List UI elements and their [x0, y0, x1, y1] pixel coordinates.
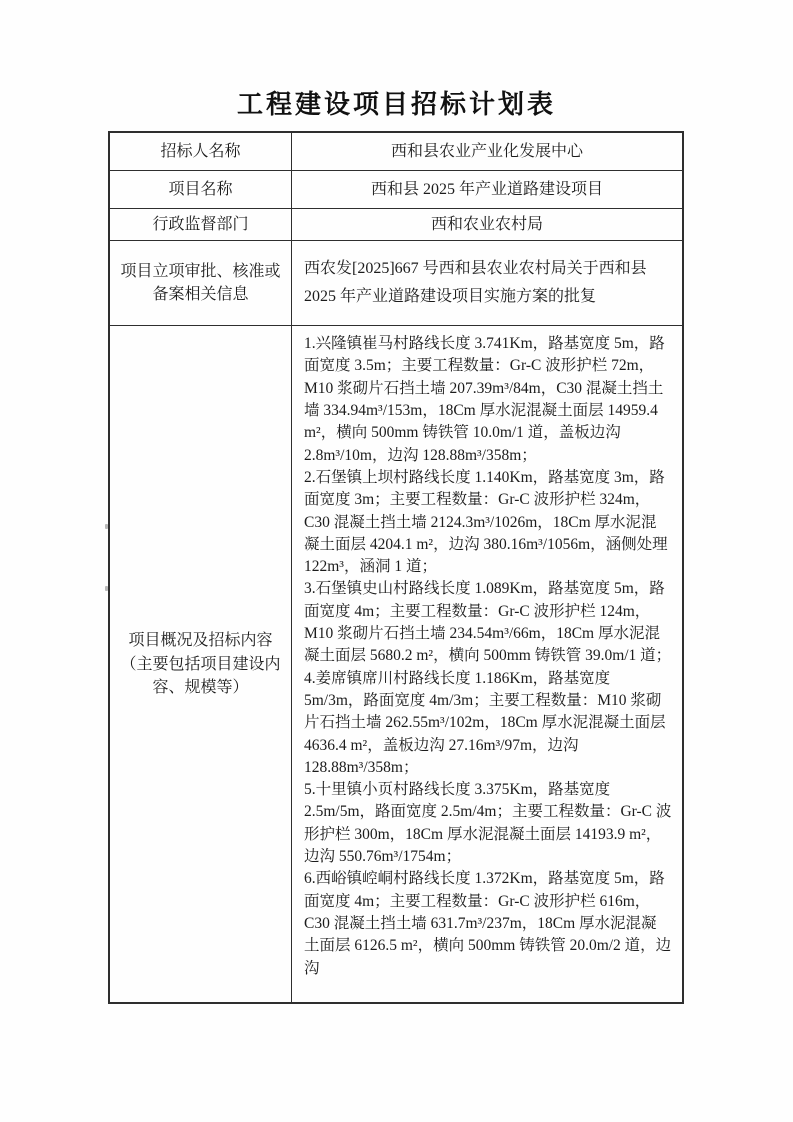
overview-item-2: 2.石堡镇上坝村路线长度 1.140Km，路基宽度 3m，路面宽度 3m；主要工程数量：Gr-C 波形护栏 324m，C30 混凝土挡土墙 2124.3m³/1026m，18Cm 厚水泥混凝土面层 4204.1 m²，边沟 380.16m³/1056m，涵侧处理 122m³，涵洞 1 道；	[304, 468, 668, 576]
project-name-value: 西和县 2025 年产业道路建设项目	[370, 180, 603, 198]
scan-artifact	[105, 524, 108, 529]
overview-item-6: 6.西峪镇崆峒村路线长度 1.372Km，路基宽度 5m，路面宽度 4m；主要工程数量：Gr-C 波形护栏 616m，C30 混凝土挡土墙 631.7m³/237m，18Cm 厚水泥混凝土面层 6126.5 m²，横向 500mm 铸铁管 20.0m/2 道，边沟	[304, 870, 672, 977]
bidding-plan-table	[108, 131, 684, 1004]
supervising-department-value: 西和农业农村局	[430, 216, 543, 233]
page-title: 工程建设项目招标计划表	[236, 90, 556, 119]
project-overview-value	[292, 326, 682, 1002]
bidder-name-value: 西和县农业产业化发展中心	[390, 142, 583, 160]
scan-artifact	[105, 586, 108, 591]
approval-info-label: 项目立项审批、核准或备案相关信息	[110, 241, 292, 325]
overview-item-1: 1.兴隆镇崔马村路线长度 3.741Km，路基宽度 5m，路面宽度 3.5m；主要工程数量：Gr-C 波形护栏 72m，M10 浆砌片石挡土墙 207.39m³/84m，C30 混凝土挡土墙 334.94m³/153m，18Cm 厚水泥混凝土面层 14959.4 m²，横向 500mm 铸铁管 10.0m/1 道，盖板边沟 2.8m³/10m，边沟 128.88m³/358m；	[304, 335, 665, 464]
supervising-department-label: 行政监督部门	[110, 209, 292, 240]
overview-item-4: 4.姜席镇席川村路线长度 1.186Km，路基宽度 5m/3m，路面宽度 4m/3m；主要工程数量：M10 浆砌片石挡土墙 262.55m³/102m，18Cm 厚水泥混凝土面层 4636.4 m²，盖板边沟 27.16m³/97m，边沟 128.88m³/358m；	[304, 669, 666, 776]
overview-item-3: 3.石堡镇史山村路线长度 1.089Km，路基宽度 5m，路面宽度 4m；主要工程数量：Gr-C 波形护栏 124m，M10 浆砌片石挡土墙 234.54m³/66m，18Cm 厚水泥混凝土面层 5680.2 m²，横向 500mm 铸铁管 39.0m/1 道；	[304, 580, 672, 665]
table-row-project	[110, 171, 682, 209]
bidder-name-label: 招标人名称	[110, 133, 292, 170]
table-row-overview	[110, 326, 682, 1002]
project-overview-label: 项目概况及招标内容（主要包括项目建设内容、规模等）	[110, 326, 292, 1002]
table-row-bidder	[110, 133, 682, 171]
approval-info-value: 西农发[2025]667 号西和县农业农村局关于西和县 2025 年产业道路建设项目实施方案的批复	[304, 260, 647, 306]
table-row-approval	[110, 241, 682, 326]
project-name-label: 项目名称	[110, 171, 292, 208]
table-row-supervisor	[110, 209, 682, 241]
overview-item-5: 5.十里镇小页村路线长度 3.375Km，路基宽度 2.5m/5m，路面宽度 2.5m/4m；主要工程数量：Gr-C 波形护栏 300m，18Cm 厚水泥混凝土面层 14193.9 m²，边沟 550.76m³/1754m；	[304, 781, 672, 866]
